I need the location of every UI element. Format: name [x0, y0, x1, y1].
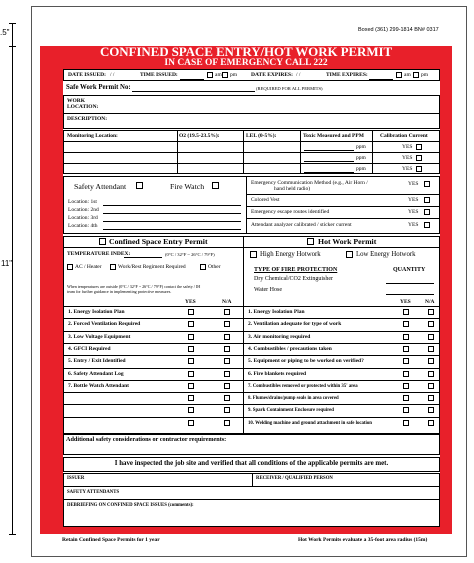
- quantity-label: QUANTITY: [393, 267, 426, 273]
- cse-item-na-checkbox[interactable]: [224, 346, 230, 352]
- cse-yes-header: YES: [185, 299, 196, 305]
- divider: [63, 152, 440, 153]
- cse-item-yes-checkbox[interactable]: [188, 346, 194, 352]
- divider: [63, 306, 243, 307]
- hw-item-yes-checkbox[interactable]: [403, 321, 409, 327]
- divider: [243, 355, 440, 356]
- divider: [243, 247, 440, 248]
- other-checkbox[interactable]: [200, 264, 206, 270]
- divider: [63, 141, 440, 142]
- dimension-cap: [9, 534, 16, 535]
- time-expires-label: TIME EXPIRES:: [326, 72, 368, 78]
- pm-label: pm: [421, 72, 429, 78]
- hw-item-label: 5. Equipment or piping to be worked on verified?: [248, 358, 364, 365]
- hw-item-na-checkbox[interactable]: [428, 420, 434, 426]
- divider: [63, 113, 440, 114]
- fire-watch-checkbox[interactable]: [212, 182, 219, 189]
- divider: [243, 343, 440, 344]
- pm-label: pm: [230, 72, 238, 78]
- calibration-checkbox[interactable]: [416, 144, 422, 150]
- cse-item-label: 4. GFCI Required: [68, 345, 111, 352]
- divider: [63, 331, 243, 332]
- hw-item-yes-checkbox[interactable]: [403, 346, 409, 352]
- cse-item-yes-checkbox[interactable]: [188, 420, 194, 426]
- divider: [243, 331, 440, 332]
- divider: [252, 473, 253, 486]
- work-rest-checkbox[interactable]: [110, 264, 116, 270]
- safety-attendant-label: Safety Attendant: [74, 182, 127, 191]
- hw-item-na-checkbox[interactable]: [428, 371, 434, 377]
- divider: [63, 343, 243, 344]
- hw-item-label: 1. Energy Isolation Plan: [248, 309, 305, 315]
- emergency-comm-checkbox[interactable]: [424, 181, 430, 187]
- hw-item-yes-checkbox[interactable]: [403, 334, 409, 340]
- divider: [243, 306, 440, 307]
- location-3rd-label: Location: 3rd: [68, 215, 98, 221]
- cse-item-label: 7. Bottle Watch Attendant: [68, 382, 130, 389]
- low-energy-checkbox[interactable]: [346, 251, 353, 258]
- dimension-cap: [9, 23, 16, 24]
- footer-retain: Retain Confined Space Permits for 1 year: [62, 537, 160, 543]
- hw-item-label: 3. Air monitoring required: [248, 333, 311, 340]
- hw-item-label: 2. Ventilation adequate for type of work: [248, 321, 342, 328]
- extinguisher-quantity-field[interactable]: [386, 283, 434, 284]
- cse-item-yes-checkbox[interactable]: [188, 358, 194, 364]
- temperature-field[interactable]: [124, 257, 162, 258]
- divider: [63, 404, 243, 405]
- dimension-top-label: .5": [0, 28, 10, 37]
- other-label: Other: [208, 264, 221, 270]
- fire-watch-label: Fire Watch: [170, 182, 205, 191]
- calibration-checkbox[interactable]: [416, 155, 422, 161]
- work-location-label-2: LOCATION:: [67, 104, 99, 110]
- divider: [243, 368, 440, 369]
- hw-item-na-checkbox[interactable]: [428, 395, 434, 401]
- reorder-info: Boxed (361) 299-1814 BN# 0317: [358, 27, 439, 33]
- hw-item-label: 10. Welding machine and ground attachment in safe location: [248, 420, 372, 426]
- footer-hot-work: Hot Work Permits evaluate a 35-foot area radius (15m): [298, 537, 428, 543]
- date-issued-value[interactable]: / /: [110, 72, 115, 78]
- divider: [246, 218, 440, 219]
- inspection-statement: I have inspected the job site and verified that all conditions of the applicable permits are met.: [114, 460, 389, 467]
- pm-checkbox[interactable]: [222, 72, 228, 78]
- emergency-comm-label-2: hand held radio): [274, 186, 311, 192]
- dimension-line-top: [12, 23, 13, 46]
- dimension-line-height: [12, 46, 13, 534]
- hw-item-na-checkbox[interactable]: [428, 309, 434, 315]
- hw-permit-checkbox[interactable]: [307, 238, 314, 245]
- cse-na-header: N/A: [222, 299, 232, 305]
- colored-vest-label: Colored Vest: [251, 197, 280, 203]
- attendant-analyzer-label: Attendant analyzer calibrated / sticker current: [251, 222, 352, 228]
- hw-item-na-checkbox[interactable]: [428, 334, 434, 340]
- yes-label: YES: [402, 166, 413, 172]
- yes-label: YES: [402, 144, 413, 150]
- location-2nd-field[interactable]: [103, 213, 241, 214]
- cse-item-na-checkbox[interactable]: [224, 309, 230, 315]
- divider: [243, 404, 440, 405]
- divider: [243, 380, 440, 381]
- extinguisher-label: Dry Chemical/CO2 Extinguisher: [254, 276, 333, 282]
- yes-label: YES: [402, 155, 413, 161]
- divider: [63, 247, 243, 248]
- ppm-label: ppm: [356, 144, 366, 150]
- divider: [63, 380, 243, 381]
- cse-item-na-checkbox[interactable]: [224, 407, 230, 413]
- safe-work-permit-label: Safe Work Permit No:: [66, 84, 131, 91]
- time-expires-field[interactable]: [369, 79, 393, 80]
- cse-item-na-checkbox[interactable]: [224, 358, 230, 364]
- ac-heater-label: AC / Heater: [75, 264, 102, 270]
- divider: [246, 206, 440, 207]
- cse-item-yes-checkbox[interactable]: [188, 321, 194, 327]
- hw-item-label: 7. Combustibles removed or protected within 35' area: [248, 383, 358, 389]
- divider: [243, 417, 440, 418]
- hw-item-yes-checkbox[interactable]: [403, 395, 409, 401]
- hw-item-label: 8. Flumes/drains/pump seals in area covered: [248, 396, 339, 402]
- form-title: CONFINED SPACE ENTRY/HOT WORK PERMIT: [99, 44, 393, 59]
- hw-item-label: 9. Spark Containment Enclosure required: [248, 408, 334, 414]
- date-expires-label: DATE EXPIRES:: [251, 72, 293, 78]
- yes-label: YES: [408, 181, 419, 187]
- location-3rd-field[interactable]: [103, 221, 241, 222]
- cse-item-yes-checkbox[interactable]: [188, 395, 194, 401]
- cse-item-na-checkbox[interactable]: [224, 383, 230, 389]
- required-note: (REQUIRED FOR ALL PERMITS): [256, 86, 323, 91]
- work-rest-label: Work/Rest Regiment Required: [118, 264, 186, 270]
- hw-permit-title: Hot Work Permit: [318, 237, 377, 246]
- hw-item-na-checkbox[interactable]: [428, 407, 434, 413]
- high-energy-label: High Energy Hotwork: [260, 251, 321, 258]
- safety-attendant-checkbox[interactable]: [136, 182, 143, 189]
- dimension-cap: [9, 46, 16, 47]
- time-issued-field[interactable]: [180, 79, 204, 80]
- location-2nd-label: Location: 2nd: [68, 207, 99, 213]
- time-issued-label: TIME ISSUED:: [140, 72, 178, 78]
- cse-permit-checkbox[interactable]: [99, 238, 106, 245]
- hw-item-label: 4. Combustibles / precautions taken: [248, 345, 332, 352]
- debriefing-label: DEBRIEFING ON CONFINED SPACE ISSUES (comments):: [67, 503, 194, 508]
- dimension-height-label: 11": [1, 259, 13, 268]
- divider: [63, 499, 440, 500]
- hose-quantity-field[interactable]: [386, 294, 434, 295]
- divider: [246, 176, 247, 234]
- cse-item-yes-checkbox[interactable]: [188, 309, 194, 315]
- ppm-label: ppm: [356, 155, 366, 161]
- ac-heater-checkbox[interactable]: [67, 264, 73, 270]
- fire-protection-label: TYPE OF FIRE PROTECTION: [254, 267, 338, 273]
- safe-work-permit-field[interactable]: [132, 91, 255, 92]
- description-label: DESCRIPTION:: [67, 116, 108, 122]
- cse-item-label: 5. Entry / Exit Identified: [68, 358, 126, 365]
- o2-label: O2 (19.5-23.5%):: [179, 133, 220, 139]
- cse-item-na-checkbox[interactable]: [224, 371, 230, 377]
- cse-item-yes-checkbox[interactable]: [188, 334, 194, 340]
- lel-label: LEL (0-5%):: [246, 133, 277, 139]
- cse-permit-title: Confined Space Entry Permit: [109, 237, 208, 246]
- calibration-label: Calibration Current: [380, 133, 428, 139]
- cse-item-label: 1. Energy Isolation Plan: [68, 309, 125, 315]
- date-issued-label: DATE ISSUED:: [68, 72, 106, 78]
- cse-item-yes-checkbox[interactable]: [188, 407, 194, 413]
- cse-item-yes-checkbox[interactable]: [188, 371, 194, 377]
- divider: [63, 368, 243, 369]
- location-4th-label: Location: 4th: [68, 223, 98, 229]
- yes-label: YES: [408, 209, 419, 215]
- cse-item-na-checkbox[interactable]: [224, 321, 230, 327]
- temperature-range: (0°C / 32°F ~ 26°C / 79°F): [165, 252, 215, 257]
- issuer-label: ISSUER: [67, 476, 85, 481]
- additional-label: Additional safety considerations or contractor requirements:: [66, 436, 227, 443]
- divider: [246, 194, 440, 195]
- cse-item-yes-checkbox[interactable]: [188, 383, 194, 389]
- temperature-note-2: team for further guidance in implementing protective measures.: [67, 289, 172, 294]
- hw-item-yes-checkbox[interactable]: [403, 371, 409, 377]
- location-1st-field[interactable]: [103, 205, 241, 206]
- divider: [63, 417, 243, 418]
- hw-item-na-checkbox[interactable]: [428, 346, 434, 352]
- hose-label: Water Hose: [254, 287, 283, 293]
- escape-routes-label: Emergency escape routes identified: [251, 209, 330, 215]
- hw-item-yes-checkbox[interactable]: [403, 309, 409, 315]
- divider: [63, 318, 243, 319]
- hw-yes-header: YES: [400, 299, 411, 305]
- am-label: am: [404, 72, 411, 78]
- high-energy-checkbox[interactable]: [250, 251, 257, 258]
- cse-item-label: 3. Low Voltage Equipment: [68, 333, 131, 340]
- attendant-analyzer-checkbox[interactable]: [424, 222, 430, 228]
- toxic-field[interactable]: [304, 161, 354, 162]
- divider: [63, 392, 243, 393]
- location-1st-label: Location: 1st: [68, 199, 97, 205]
- hw-item-yes-checkbox[interactable]: [403, 358, 409, 364]
- toxic-label: Toxic Measured and PPM: [303, 133, 364, 139]
- cse-item-label: 2. Forced Ventilation Required: [68, 321, 141, 328]
- work-location-box: [63, 95, 440, 129]
- temperature-note-1: When temperatures are outside (0°C / 32°F ~ 26°C / 79°F) contact the safety / IH: [67, 284, 201, 289]
- yes-label: YES: [408, 222, 419, 228]
- hw-item-label: 6. Fire blankets required: [248, 370, 307, 377]
- cse-item-na-checkbox[interactable]: [224, 395, 230, 401]
- temperature-label: TEMPERATURE INDEX:: [67, 251, 131, 257]
- cse-item-label: 6. Safety Attendant Log: [68, 370, 124, 377]
- divider: [243, 392, 440, 393]
- pm-checkbox[interactable]: [413, 72, 419, 78]
- am-checkbox[interactable]: [207, 72, 213, 78]
- date-expires-value[interactable]: / /: [296, 72, 301, 78]
- yes-label: YES: [408, 197, 419, 203]
- hw-item-yes-checkbox[interactable]: [403, 407, 409, 413]
- hw-item-na-checkbox[interactable]: [428, 321, 434, 327]
- am-checkbox[interactable]: [396, 72, 402, 78]
- location-4th-field[interactable]: [103, 229, 241, 230]
- work-location-label-1: WORK: [67, 98, 86, 104]
- toxic-field[interactable]: [304, 172, 354, 173]
- hw-item-yes-checkbox[interactable]: [403, 383, 409, 389]
- safety-attendants-label: SAFETY ATTENDANTS: [67, 490, 120, 495]
- monitoring-location-label: Monitoring Location:: [67, 133, 118, 139]
- cse-item-na-checkbox[interactable]: [224, 420, 230, 426]
- ppm-label: ppm: [356, 166, 366, 172]
- escape-routes-checkbox[interactable]: [424, 209, 430, 215]
- colored-vest-checkbox[interactable]: [424, 197, 430, 203]
- hw-item-yes-checkbox[interactable]: [403, 420, 409, 426]
- low-energy-label: Low Energy Hotwork: [356, 251, 416, 258]
- toxic-field[interactable]: [304, 150, 354, 151]
- divider: [63, 355, 243, 356]
- hw-na-header: N/A: [425, 299, 435, 305]
- emergency-line: IN CASE OF EMERGENCY CALL 222: [164, 58, 328, 68]
- am-label: am: [215, 72, 222, 78]
- receiver-label: RECEIVER / QUALIFIED PERSON: [256, 476, 333, 481]
- emergency-comm-label-1: Emergency Communication Method (e.g., Air Horn /: [251, 180, 368, 186]
- divider: [63, 486, 440, 487]
- cse-item-na-checkbox[interactable]: [224, 334, 230, 340]
- divider: [243, 318, 440, 319]
- divider: [63, 163, 440, 164]
- calibration-checkbox[interactable]: [416, 166, 422, 172]
- hw-item-na-checkbox[interactable]: [428, 383, 434, 389]
- hw-item-na-checkbox[interactable]: [428, 358, 434, 364]
